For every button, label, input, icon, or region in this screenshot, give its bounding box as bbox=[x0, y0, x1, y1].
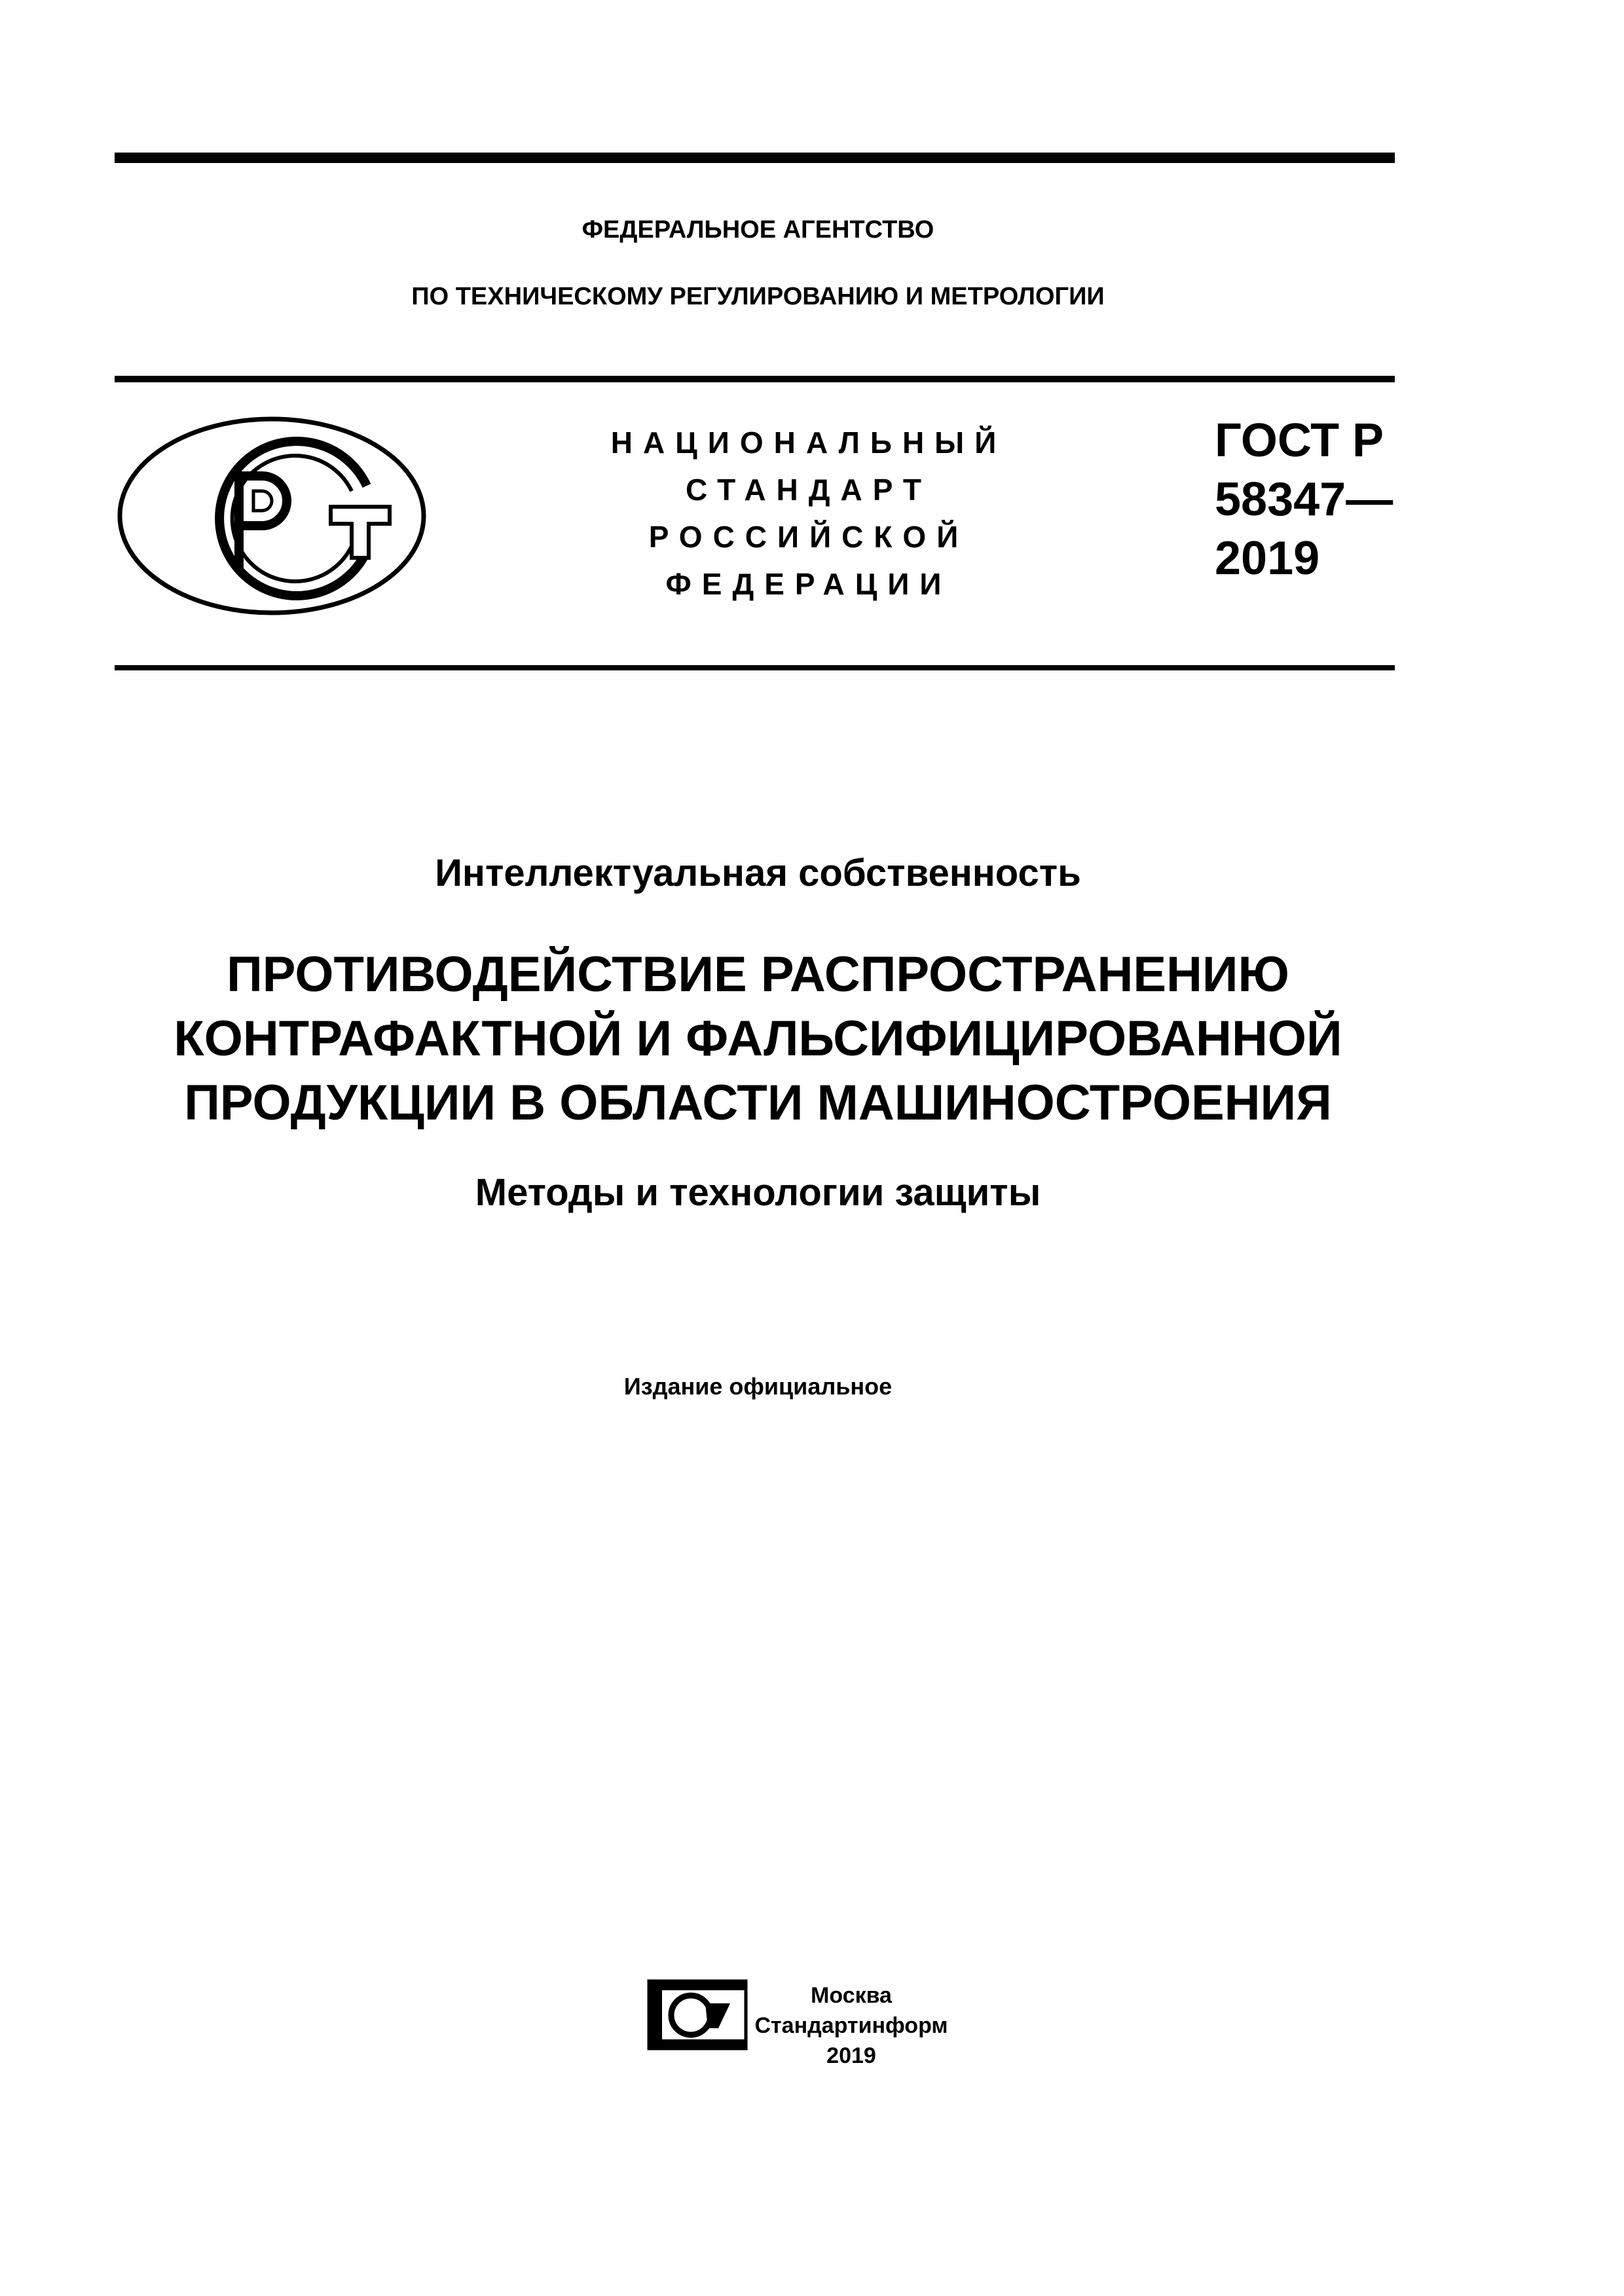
document-title-line: КОНТРАФАКТНОЙ И ФАЛЬСИФИЦИРОВАННОЙ bbox=[174, 1011, 1342, 1066]
header-bottom-rule bbox=[115, 665, 1395, 670]
gost-designation bbox=[1215, 411, 1393, 588]
document-title-line: ПРОТИВОДЕЙСТВИЕ РАСПРОСТРАНЕНИЮ bbox=[227, 947, 1289, 1002]
document-title-line: ПРОДУКЦИИ В ОБЛАСТИ МАШИНОСТРОЕНИЯ bbox=[184, 1075, 1332, 1131]
imprint bbox=[753, 1980, 950, 2071]
agency-name-line-2: ПО ТЕХНИЧЕСКОМУ РЕГУЛИРОВАНИЮ И МЕТРОЛОГИИ bbox=[411, 283, 1105, 310]
standard-kind bbox=[560, 419, 1058, 608]
top-rule bbox=[115, 153, 1395, 163]
document-part-title: Методы и технологии защиты bbox=[475, 1171, 1041, 1214]
gost-prefix: ГОСТ Р bbox=[1215, 414, 1384, 467]
standard-kind-line: НАЦИОНАЛЬНЫЙ bbox=[610, 426, 1007, 460]
agency-name-line-1: ФЕДЕРАЛЬНОЕ АГЕНТСТВО bbox=[581, 216, 934, 244]
rst-certification-emblem-icon bbox=[115, 414, 429, 618]
gost-year: 2019 bbox=[1215, 532, 1320, 585]
header-rule bbox=[115, 376, 1395, 382]
edition-note: Издание официальное bbox=[623, 1373, 893, 1400]
document-subject: Интеллектуальная собственность bbox=[435, 852, 1081, 894]
standard-kind-line: РОССИЙСКОЙ bbox=[648, 520, 969, 554]
standard-kind-line: СТАНДАРТ bbox=[686, 473, 932, 507]
gost-number: 58347— bbox=[1215, 473, 1393, 526]
standartinform-logo-icon bbox=[645, 1977, 750, 2052]
imprint-city: Москва bbox=[811, 1983, 892, 2008]
standard-kind-line: ФЕДЕРАЦИИ bbox=[665, 567, 952, 601]
document-title bbox=[92, 943, 1424, 1135]
imprint-publisher: Стандартинформ bbox=[754, 2013, 948, 2038]
imprint-year: 2019 bbox=[826, 2043, 876, 2068]
